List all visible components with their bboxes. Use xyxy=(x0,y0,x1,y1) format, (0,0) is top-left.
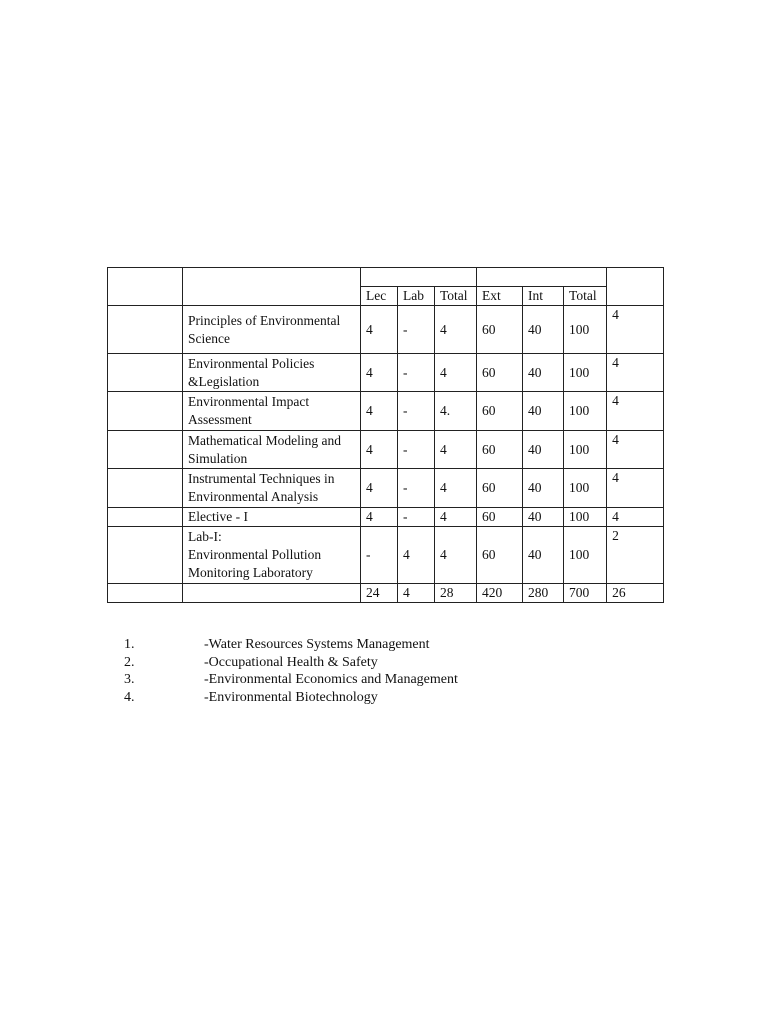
header-credits-cell xyxy=(607,268,664,306)
cell-total: 4 xyxy=(435,354,477,392)
course-subject-cell xyxy=(183,354,361,392)
course-code-cell xyxy=(108,469,183,508)
totals-lab: 4 xyxy=(398,584,435,603)
list-item-number: 4. xyxy=(124,689,135,705)
cell-lab: - xyxy=(398,306,435,354)
header-lab: Lab xyxy=(398,287,435,306)
cell-total: 4. xyxy=(435,392,477,431)
totals-total: 28 xyxy=(435,584,477,603)
course-subject-cell xyxy=(183,469,361,508)
cell-marks-total: 100 xyxy=(564,392,607,431)
cell-credits: 4 xyxy=(607,306,664,354)
cell-total: 4 xyxy=(435,508,477,527)
table-row xyxy=(108,469,664,508)
list-item-number: 2. xyxy=(124,654,135,670)
course-subject-cell xyxy=(183,306,361,354)
cell-lec: 4 xyxy=(361,508,398,527)
course-code-cell xyxy=(108,392,183,431)
list-item-text: -Environmental Economics and Management xyxy=(204,672,458,687)
cell-credits: 4 xyxy=(607,508,664,527)
subject-line: Environmental Pollution xyxy=(188,547,322,562)
cell-total: 4 xyxy=(435,527,477,584)
subject-line: Lab-I: xyxy=(188,529,222,544)
header-marks-total: Total xyxy=(564,287,607,306)
cell-lec: 4 xyxy=(361,469,398,508)
subject-line: Monitoring Laboratory xyxy=(188,565,313,580)
course-table xyxy=(107,267,664,603)
header-row-top xyxy=(108,268,664,287)
course-code-cell xyxy=(108,306,183,354)
course-code-cell xyxy=(108,527,183,584)
cell-lec: 4 xyxy=(361,306,398,354)
cell-ext: 60 xyxy=(477,431,523,469)
cell-int: 40 xyxy=(523,469,564,508)
table-row xyxy=(108,354,664,392)
subject-line: Assessment xyxy=(188,412,252,427)
cell-ext: 60 xyxy=(477,354,523,392)
cell-lab: - xyxy=(398,431,435,469)
cell-total: 4 xyxy=(435,469,477,508)
cell-marks-total: 100 xyxy=(564,354,607,392)
totals-subject xyxy=(183,584,361,603)
subject-line: Simulation xyxy=(188,450,248,466)
cell-total: 4 xyxy=(435,431,477,469)
header-hours-group xyxy=(361,268,477,287)
cell-credits: 4 xyxy=(607,354,664,392)
cell-lab: 4 xyxy=(398,527,435,584)
subject-line: Instrumental Techniques in xyxy=(188,471,335,486)
totals-ext: 420 xyxy=(477,584,523,603)
cell-credits: 4 xyxy=(607,392,664,431)
cell-int: 40 xyxy=(523,431,564,469)
list-item-number: 1. xyxy=(124,637,135,652)
table-row xyxy=(108,527,664,584)
cell-marks-total: 100 xyxy=(564,306,607,354)
cell-marks-total: 100 xyxy=(564,469,607,508)
subject-line: Environmental Policies xyxy=(188,355,315,371)
cell-int: 40 xyxy=(523,306,564,354)
table-row xyxy=(108,431,664,469)
list-item-text: -Occupational Health & Safety xyxy=(204,654,378,670)
table-row xyxy=(108,306,664,354)
header-code-cell xyxy=(108,268,183,306)
cell-lec: 4 xyxy=(361,392,398,431)
subject-line: Mathematical Modeling and xyxy=(188,432,341,448)
cell-ext: 60 xyxy=(477,508,523,527)
subject-line: Environmental Analysis xyxy=(188,489,319,504)
cell-credits: 4 xyxy=(607,469,664,508)
cell-total: 4 xyxy=(435,306,477,354)
cell-int: 40 xyxy=(523,392,564,431)
cell-ext: 60 xyxy=(477,306,523,354)
course-subject-cell xyxy=(183,431,361,469)
cell-ext: 60 xyxy=(477,469,523,508)
course-code-cell xyxy=(108,431,183,469)
subject-line: Principles of Environmental xyxy=(188,312,341,328)
table-row xyxy=(108,392,664,431)
totals-marks-total: 700 xyxy=(564,584,607,603)
totals-int: 280 xyxy=(523,584,564,603)
cell-int: 40 xyxy=(523,508,564,527)
totals-code xyxy=(108,584,183,603)
totals-credits: 26 xyxy=(607,584,664,603)
header-int: Int xyxy=(523,287,564,306)
course-subject-cell xyxy=(183,508,361,527)
cell-ext: 60 xyxy=(477,392,523,431)
course-code-cell xyxy=(108,508,183,527)
cell-lab: - xyxy=(398,354,435,392)
course-rows xyxy=(108,306,664,584)
cell-marks-total: 100 xyxy=(564,508,607,527)
header-lec: Lec xyxy=(361,287,398,306)
list-item-text: -Water Resources Systems Management xyxy=(204,637,430,652)
list-item-text: -Environmental Biotechnology xyxy=(204,689,378,705)
cell-marks-total: 100 xyxy=(564,527,607,584)
cell-int: 40 xyxy=(523,527,564,584)
subject-line: Elective - I xyxy=(188,509,248,524)
subject-line: Environmental Impact xyxy=(188,394,310,409)
totals-row xyxy=(108,584,664,603)
totals-lec: 24 xyxy=(361,584,398,603)
course-subject-cell xyxy=(183,527,361,584)
cell-credits: 4 xyxy=(607,431,664,469)
list-item-number: 3. xyxy=(124,672,135,687)
subject-line: Science xyxy=(188,330,230,346)
cell-lab: - xyxy=(398,508,435,527)
cell-lec: 4 xyxy=(361,431,398,469)
cell-marks-total: 100 xyxy=(564,431,607,469)
table-row xyxy=(108,508,664,527)
header-marks-group xyxy=(477,268,607,287)
cell-lec: 4 xyxy=(361,354,398,392)
course-code-cell xyxy=(108,354,183,392)
cell-lec: - xyxy=(361,527,398,584)
header-hours-total: Total xyxy=(435,287,477,306)
course-subject-cell xyxy=(183,392,361,431)
cell-credits: 2 xyxy=(607,527,664,584)
subject-line: &Legislation xyxy=(188,373,260,389)
cell-lab: - xyxy=(398,392,435,431)
cell-lab: - xyxy=(398,469,435,508)
header-ext: Ext xyxy=(477,287,523,306)
cell-int: 40 xyxy=(523,354,564,392)
header-subject-cell xyxy=(183,268,361,306)
cell-ext: 60 xyxy=(477,527,523,584)
